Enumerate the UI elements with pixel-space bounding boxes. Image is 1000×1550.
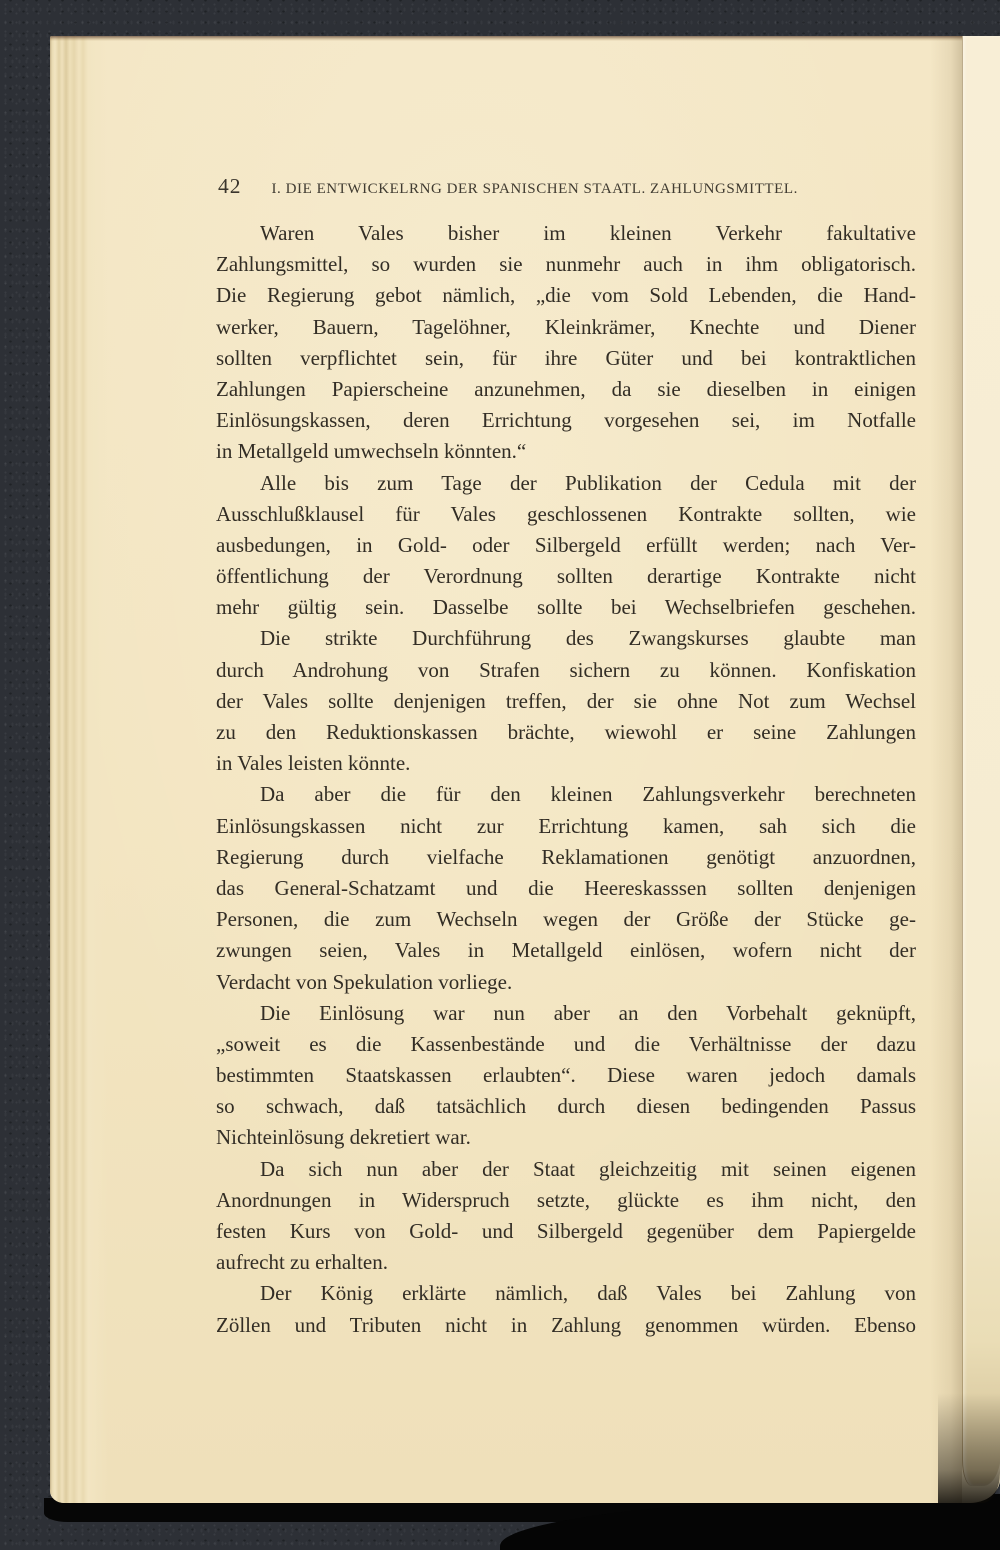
text-line: Der König erklärte nämlich, daß Vales bei Zahlung von — [260, 1281, 916, 1306]
text-block — [216, 218, 916, 1341]
paragraph — [216, 779, 916, 997]
text-line: aufrecht zu erhalten. — [216, 1250, 388, 1275]
text-line: Die Regierung gebot nämlich, „die vom Sold Lebenden, die Hand- — [216, 283, 916, 308]
paragraph — [216, 998, 916, 1154]
text-line: „soweit es die Kassenbestände und die Verhältnisse der dazu — [216, 1031, 916, 1056]
text-line: Anordnungen in Widerspruch setzte, glückte es ihm nicht, den — [216, 1187, 916, 1212]
page-gutter-shade — [930, 36, 962, 1503]
page-number: 42 — [218, 174, 242, 198]
text-line: durch Androhung von Strafen sichern zu können. Konfiskation — [216, 657, 916, 682]
text-line: der Vales sollte denjenigen treffen, der sie ohne Not zum Wechsel — [216, 688, 916, 713]
paragraph — [216, 468, 916, 624]
text-line: in Metallgeld umwechseln könnten.“ — [216, 439, 527, 464]
text-line: zu den Reduktionskassen brächte, wiewohl er seine Zahlungen — [216, 720, 916, 744]
text-line: Einlösungskassen, deren Errichtung vorgesehen sei, im Notfalle — [216, 408, 916, 433]
text-line: ausbedungen, in Gold- oder Silbergeld erfüllt werden; nach Ver- — [216, 532, 916, 557]
page-curl-shadow — [938, 1393, 1000, 1503]
running-header — [218, 174, 798, 199]
paragraph — [216, 1154, 916, 1279]
paragraph — [216, 623, 916, 779]
text-line: Da sich nun aber der Staat gleichzeitig mit seinen eigenen — [260, 1156, 916, 1181]
text-line: Ausschlußklausel für Vales geschlossenen Kontrakte sollten, wie — [216, 501, 916, 526]
text-line: Einlösungskassen nicht zur Errichtung kamen, sah sich die — [216, 813, 916, 838]
page-stack-edges — [50, 36, 108, 1503]
text-line: werker, Bauern, Tagelöhner, Kleinkrämer, Knechte und Diener — [216, 314, 916, 339]
text-line: mehr gültig sein. Dasselbe sollte bei Wechselbriefen geschehen. — [216, 595, 916, 620]
text-line: Regierung durch vielfache Reklamationen genötigt anzuordnen, — [216, 844, 916, 869]
text-line: das General-Schatzamt und die Heereskasssen sollten denjenigen — [216, 875, 916, 900]
text-line: bestimmten Staatskassen erlaubten“. Diese waren jedoch damals — [216, 1063, 916, 1088]
text-line: sollten verpflichtet sein, für ihre Güter und bei kontraktlichen — [216, 345, 916, 370]
text-line: Alle bis zum Tage der Publikation der Cedula mit der — [260, 470, 916, 495]
next-page-edge — [962, 36, 1000, 1486]
text-line: Verdacht von Spekulation vorliege. — [216, 969, 513, 994]
text-line: in Vales leisten könnte. — [216, 751, 411, 776]
text-line: Die Einlösung war nun aber an den Vorbehalt geknüpft, — [260, 1000, 916, 1025]
text-line: zwungen seien, Vales in Metallgeld einlösen, wofern nicht der — [216, 938, 916, 963]
text-line: so schwach, daß tatsächlich durch diesen bedingenden Passus — [216, 1094, 916, 1119]
text-line: Personen, die zum Wechseln wegen der Größe der Stücke ge- — [216, 907, 916, 932]
text-line: öffentlichung der Verordnung sollten derartige Kontrakte nicht — [216, 564, 916, 589]
text-line: Zahlungen Papierscheine anzunehmen, da sie dieselben in einigen — [216, 376, 916, 401]
text-line: Die strikte Durchführung des Zwangskurses glaubte man — [260, 626, 916, 651]
book-page — [50, 36, 1000, 1503]
text-line: Nichteinlösung dekretiert war. — [216, 1125, 471, 1150]
paragraph — [216, 1278, 916, 1340]
paragraph — [216, 218, 916, 468]
running-header-title: I. DIE ENTWICKELRNG DER SPANISCHEN STAATL. ZAHLUNGSMITTEL. — [271, 181, 798, 197]
text-line: Waren Vales bisher im kleinen Verkehr fakultative — [260, 221, 916, 245]
text-line: Da aber die für den kleinen Zahlungsverkehr berechneten — [260, 782, 916, 807]
page-top-edge — [50, 36, 1000, 41]
text-line: festen Kurs von Gold- und Silbergeld gegenüber dem Papiergelde — [216, 1219, 916, 1243]
text-line: Zöllen und Tributen nicht in Zahlung genommen würden. Ebenso — [216, 1312, 916, 1337]
text-line: Zahlungsmittel, so wurden sie nunmehr auch in ihm obligatorisch. — [216, 252, 916, 277]
